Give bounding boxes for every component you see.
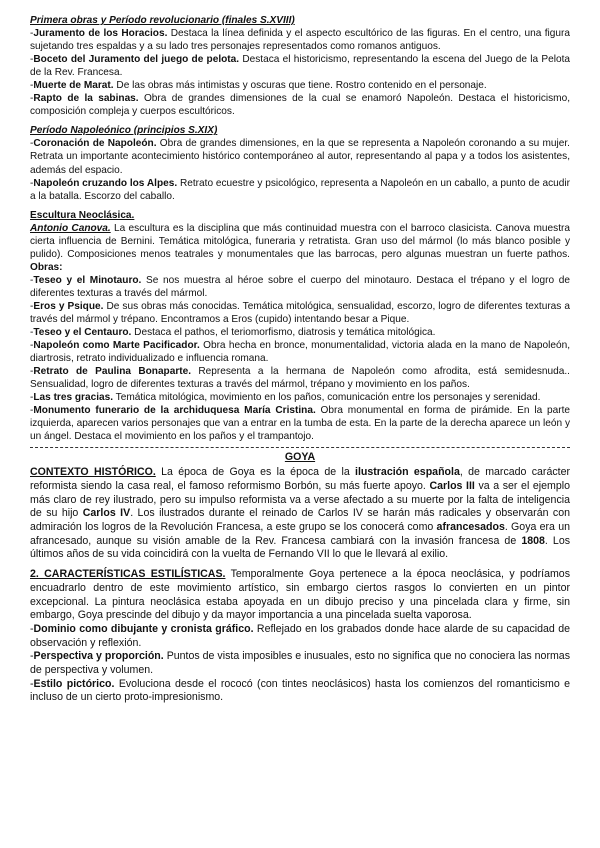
s3-item-7: -Monumento funerario de la archiduquesa María Cristina. Obra monumental en forma de pirámide. En la parte izquierda, aparecen varios personajes que van a entrar en la tumba de esta. En la parte de la derecha aparece un león y un ángel. Destaca el movimiento en los paños y el trampantojo.: [30, 405, 570, 443]
goya-item-3: -Estilo pictórico. Evoluciona desde el rococó (con tintes neoclásicos) hasta los comienzos del romanticismo e incluso de un cierto proto-impresionismo.: [30, 677, 570, 704]
s1-item-4: -Rapto de la sabinas. Obra de grandes dimensiones de la cual se enamoró Napoleón. Destaca el historicismo, composición compleja y cuerpos escultóricos.: [30, 93, 571, 118]
section-divider: [30, 447, 570, 448]
s3-item-2: -Eros y Psique. De sus obras más conocidas. Temática mitológica, sensualidad, escorzo, logro de diferentes texturas a través del mármol y trépano. Encontramos a Eros (cupido) intentando besar a Pique.: [30, 300, 570, 326]
caracteristicas: 2. CARACTERÍSTICAS ESTILÍSTICAS. Temporalmente Goya pertenece a la época neoclásica, y podríamos encuadrarlo dentro de este movimiento artístico, sin embargo ciertos rasgos lo convierten en un pintor excepcional. La pintura neoclásica estaba apoyada en un dibujo preciso y una pincelada clara y firme, sin embargo, Goya prescinde del dibujo y da mayor importancia a una pincelada suelta vaporosa.: [30, 568, 570, 622]
goya-title: GOYA: [284, 450, 316, 463]
s1-item-2: -Boceto del Juramento del juego de pelota. Destaca el historicismo, representando la escena del Juego de la Pelota de la Rev. Francesa.: [30, 54, 571, 79]
s3-item-1: -Teseo y el Minotauro. Se nos muestra al héroe sobre el cuerpo del minotauro. Destaca el trépano y el logro de diferentes texturas a través del mármol.: [30, 274, 571, 299]
s3-item-4: -Napoleón como Marte Pacificador. Obra hecha en bronce, monumentalidad, victoria alada en la mano de Napoleón, diartrosis, retrato individualizado e influencia romana.: [30, 340, 571, 365]
s2-item-2: -Napoleón cruzando los Alpes. Retrato ecuestre y psicológico, representa a Napoleón en un caballo, a punto de acudir a la batalla. Escorzo del caballo.: [30, 177, 570, 202]
goya-item-2: -Perspectiva y proporción. Puntos de vista imposibles e inusuales, esto no significa que no conociera las normas de perspectiva y volumen.: [30, 650, 570, 677]
section-3-title: Escultura Neoclásica.: [30, 209, 135, 221]
goya-section: [30, 451, 570, 706]
s2-item-1: -Coronación de Napoleón. Obra de grandes dimensiones, en la que se representa a Napoleón coronando a su mujer. Retrata un importante acontecimiento histórico contemporáneo al autor, representando al papa y a todos los asistentes, además del espacio.: [30, 138, 570, 176]
author-name: Antonio Canova.: [30, 222, 111, 234]
contexto-historico: CONTEXTO HISTÓRICO. La época de Goya es la época de la ilustración española, de marcado carácter reformista siendo la casa real, el famoso reformismo Borbón, su más fuerte apoyo. Carlos III va a ser el ejemplo más claro de rey ilustrado, pero su impulso reformista va a verse afectado a su muerte por la falta de inteligencia de su hijo Carlos IV. Los ilustrados durante el reinado de Carlos IV se harán más radicales y observarán con admiración los logros de la Revolución Francesa, a este grupo se los conocerá como afrancesados. Goya era un afrancesado, aunque su visión amable de la Rev. Francesa cambiará con la invasión francesa de 1808. Los últimos años de su vida coincidirá con la vuelta de Fernando VII lo que le llevará al exilio.: [30, 466, 571, 561]
s3-item-3: -Teseo y el Centauro. Destaca el pathos, el teriomorfismo, diatrosis y temática mitológica.: [30, 327, 436, 339]
s3-item-6: -Las tres gracias. Temática mitológica, movimiento en los paños, comunicación entre los personajes y serenidad.: [30, 392, 541, 404]
s1-item-3: -Muerte de Marat. De las obras más intimistas y oscuras que tiene. Rostro contenido en el personaje.: [30, 80, 487, 92]
s1-item-1: -Juramento de los Horacios. Destaca la línea definida y el aspecto escultórico de las figuras. En el centro, una figura sujetando tres espaldas y a su lado tres personajes representados como romanos antiguos.: [30, 28, 570, 53]
section-2-title: Período Napoleónico (principios S.XIX): [30, 125, 218, 137]
obras-label: Obras:: [30, 261, 63, 273]
canova-intro: Antonio Canova. La escultura es la disciplina que más continuidad muestra con el barroco clasicista. Canova muestra cierta influencia de Bernini. Temática mitológica, funeraria y retratista. Gran uso del mármol (lo más blanco posible y pulido). Composiciones menos teatrales y monumentales que las barrocas, pero algunas muestran un fuerte pathos. Obras:: [30, 222, 570, 273]
section-1-title: Primera obras y Período revolucionario (finales S.XVIII): [30, 15, 295, 26]
s3-item-5: -Retrato de Paulina Bonaparte. Representa a la hermana de Napoleón como afrodita, está semidesnuda.. Sensualidad, logro de diferentes texturas a través del mármol, trépano y movimiento en los paños.: [30, 366, 570, 391]
goya-item-1: -Dominio como dibujante y cronista gráfico. Reflejado en los grabados donde hace alarde de su capacidad de observación y reflexión.: [30, 622, 570, 649]
